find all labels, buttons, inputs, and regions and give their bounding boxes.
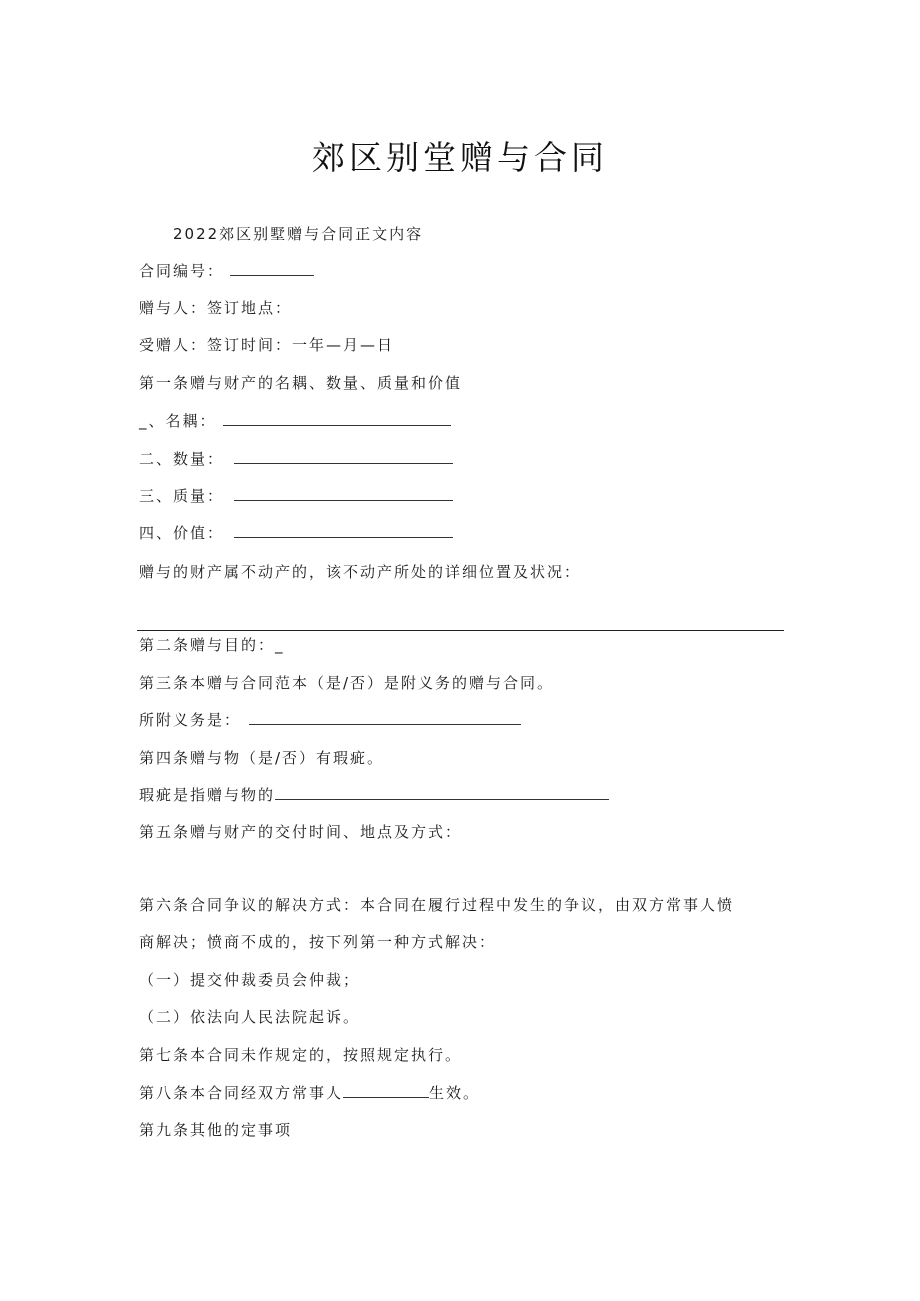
document-title: 郊区别堂赠与合同 [312, 138, 608, 177]
item-quality-row [139, 486, 453, 506]
contract-number-row [139, 261, 314, 281]
article-8-prefix: 第八条本合同经双方常事人 [139, 1084, 344, 1102]
obligation-label: 所附义务是： [139, 711, 242, 729]
article-2: 第二条赠与目的：_ [139, 636, 285, 654]
item-value-blank [234, 523, 453, 538]
item-quality-blank [234, 486, 453, 501]
donee-line: 受赠人：签订时间：一年—月—日 [139, 336, 395, 354]
donor-line: 赠与人：签订地点： [139, 299, 293, 317]
item-value-row [139, 523, 453, 543]
item-quality-label: 三、质量： [139, 487, 225, 505]
article-1: 第一条赠与财产的名耦、数量、质量和价值 [139, 374, 463, 392]
item-name-label: _、名耦： [139, 412, 217, 430]
article-8-row [139, 1083, 480, 1103]
article-9: 第九条其他的定事项 [139, 1121, 293, 1139]
defect-blank [275, 785, 609, 800]
contract-number-label: 合同编号： [139, 262, 225, 280]
item-name-blank [223, 411, 451, 426]
item-quantity-row [139, 449, 453, 469]
contract-number-blank [230, 261, 314, 276]
article-8-blank [343, 1083, 429, 1098]
article-3: 第三条本赠与合同范本（是/否）是附义务的赠与合同。 [139, 674, 555, 692]
obligation-blank [249, 710, 521, 725]
item-quantity-label: 二、数量： [139, 450, 225, 468]
real-estate-blank-line [137, 630, 784, 631]
article-5: 第五条赠与财产的交付时间、地点及方式： [139, 823, 463, 841]
dispute-option-2: （二）依法向人民法院起诉。 [139, 1008, 361, 1026]
obligation-row [139, 710, 521, 730]
article-6-line-2: 商解决；愤商不成的，按下列第一种方式解决： [139, 933, 497, 951]
real-estate-note: 赠与的财产属不动产的，该不动产所处的详细位置及状况： [139, 563, 582, 581]
item-quantity-blank [234, 449, 453, 464]
article-6-line-1: 第六条合同争议的解决方式：本合同在履行过程中发生的争议，由双方常事人愤 [139, 896, 735, 914]
dispute-option-1: （一）提交仲裁委员会仲裁； [139, 971, 361, 989]
article-8-suffix: 生效。 [429, 1084, 481, 1102]
defect-row [139, 785, 609, 805]
article-7: 第七条本合同未作规定的，按照规定执行。 [139, 1046, 463, 1064]
article-4: 第四条赠与物（是/否）有瑕疵。 [139, 749, 385, 767]
defect-label: 瑕疵是指赠与物的 [139, 786, 276, 804]
intro-line: 2022郊区别墅赠与合同正文内容 [173, 225, 424, 243]
item-value-label: 四、价值： [139, 524, 225, 542]
item-name-row [139, 411, 451, 431]
